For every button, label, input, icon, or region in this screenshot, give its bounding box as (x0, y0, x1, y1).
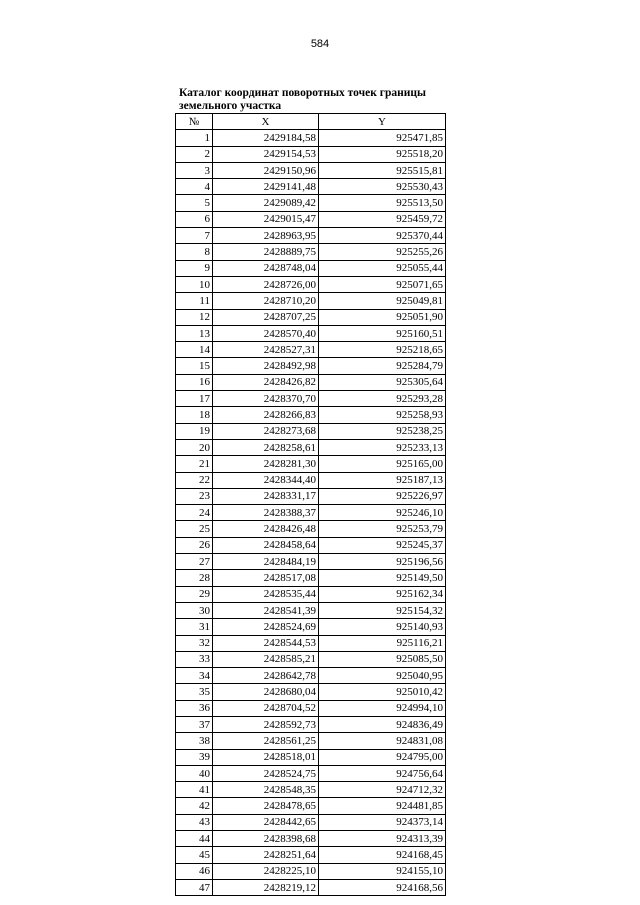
point-number-cell: 11 (176, 293, 213, 309)
y-coordinate-cell: 925055,44 (319, 260, 446, 276)
y-coordinate-cell: 925245,37 (319, 537, 446, 553)
table-row (176, 260, 446, 276)
point-number-cell: 7 (176, 228, 213, 244)
table-row (176, 782, 446, 798)
table-row (176, 684, 446, 700)
point-number-cell: 24 (176, 505, 213, 521)
x-coordinate-cell: 2428484,19 (213, 554, 319, 570)
x-coordinate-cell: 2429150,96 (213, 162, 319, 178)
x-coordinate-cell: 2428458,64 (213, 537, 319, 553)
x-coordinate-cell: 2428541,39 (213, 602, 319, 618)
table-row (176, 293, 446, 309)
point-number-cell: 5 (176, 195, 213, 211)
y-coordinate-cell: 925238,25 (319, 423, 446, 439)
y-coordinate-cell: 925284,79 (319, 358, 446, 374)
table-row (176, 505, 446, 521)
table-row (176, 521, 446, 537)
table-row (176, 749, 446, 765)
x-coordinate-cell: 2428442,65 (213, 814, 319, 830)
point-number-cell: 46 (176, 863, 213, 879)
point-number-cell: 29 (176, 586, 213, 602)
x-coordinate-cell: 2429184,58 (213, 130, 319, 146)
table-header-row (176, 114, 446, 130)
point-number-cell: 35 (176, 684, 213, 700)
y-coordinate-cell: 925154,32 (319, 602, 446, 618)
point-number-cell: 34 (176, 668, 213, 684)
y-coordinate-cell: 925160,51 (319, 325, 446, 341)
point-number-cell: 47 (176, 879, 213, 895)
y-coordinate-cell: 924831,08 (319, 733, 446, 749)
x-coordinate-cell: 2428680,04 (213, 684, 319, 700)
x-coordinate-cell: 2428570,40 (213, 325, 319, 341)
table-row (176, 488, 446, 504)
y-coordinate-cell: 925196,56 (319, 554, 446, 570)
y-coordinate-cell: 925226,97 (319, 488, 446, 504)
x-coordinate-cell: 2428544,53 (213, 635, 319, 651)
x-coordinate-cell: 2428524,69 (213, 619, 319, 635)
y-coordinate-cell: 924481,85 (319, 798, 446, 814)
table-row (176, 733, 446, 749)
x-coordinate-cell: 2428710,20 (213, 293, 319, 309)
point-number-cell: 43 (176, 814, 213, 830)
x-coordinate-cell: 2428266,83 (213, 407, 319, 423)
y-coordinate-cell: 925518,20 (319, 146, 446, 162)
point-number-cell: 17 (176, 391, 213, 407)
table-row (176, 325, 446, 341)
x-coordinate-cell: 2428331,17 (213, 488, 319, 504)
x-coordinate-cell: 2428524,75 (213, 765, 319, 781)
point-number-cell: 28 (176, 570, 213, 586)
point-number-cell: 44 (176, 831, 213, 847)
x-coordinate-cell: 2428426,48 (213, 521, 319, 537)
table-row (176, 847, 446, 863)
y-coordinate-cell: 925530,43 (319, 179, 446, 195)
x-coordinate-cell: 2428518,01 (213, 749, 319, 765)
table-row (176, 879, 446, 895)
x-coordinate-cell: 2428258,61 (213, 439, 319, 455)
y-coordinate-cell: 924313,39 (319, 831, 446, 847)
point-number-cell: 21 (176, 456, 213, 472)
x-coordinate-cell: 2428535,44 (213, 586, 319, 602)
x-coordinate-cell: 2428478,65 (213, 798, 319, 814)
x-coordinate-cell: 2428517,08 (213, 570, 319, 586)
x-coordinate-cell: 2429154,53 (213, 146, 319, 162)
table-row (176, 244, 446, 260)
table-row (176, 146, 446, 162)
point-number-cell: 26 (176, 537, 213, 553)
y-coordinate-cell: 925085,50 (319, 651, 446, 667)
point-number-cell: 2 (176, 146, 213, 162)
point-number-cell: 25 (176, 521, 213, 537)
point-number-cell: 1 (176, 130, 213, 146)
y-coordinate-cell: 925116,21 (319, 635, 446, 651)
x-coordinate-cell: 2428889,75 (213, 244, 319, 260)
x-coordinate-cell: 2428426,82 (213, 374, 319, 390)
table-row (176, 831, 446, 847)
x-coordinate-cell: 2428388,37 (213, 505, 319, 521)
point-number-cell: 20 (176, 439, 213, 455)
table-row (176, 716, 446, 732)
table-row (176, 554, 446, 570)
point-number-cell: 33 (176, 651, 213, 667)
point-number-cell: 22 (176, 472, 213, 488)
y-coordinate-cell: 925513,50 (319, 195, 446, 211)
x-coordinate-cell: 2428963,95 (213, 228, 319, 244)
point-number-cell: 14 (176, 342, 213, 358)
x-coordinate-cell: 2428344,40 (213, 472, 319, 488)
y-coordinate-cell: 925253,79 (319, 521, 446, 537)
column-header-number: № (176, 114, 213, 130)
y-coordinate-cell: 925040,95 (319, 668, 446, 684)
y-coordinate-cell: 925293,28 (319, 391, 446, 407)
y-coordinate-cell: 925140,93 (319, 619, 446, 635)
point-number-cell: 40 (176, 765, 213, 781)
y-coordinate-cell: 924168,56 (319, 879, 446, 895)
x-coordinate-cell: 2428527,31 (213, 342, 319, 358)
table-row (176, 586, 446, 602)
point-number-cell: 27 (176, 554, 213, 570)
point-number-cell: 39 (176, 749, 213, 765)
table-row (176, 309, 446, 325)
y-coordinate-cell: 925258,93 (319, 407, 446, 423)
x-coordinate-cell: 2428585,21 (213, 651, 319, 667)
y-coordinate-cell: 924373,14 (319, 814, 446, 830)
x-coordinate-cell: 2428707,25 (213, 309, 319, 325)
point-number-cell: 37 (176, 716, 213, 732)
table-row (176, 407, 446, 423)
x-coordinate-cell: 2429015,47 (213, 211, 319, 227)
point-number-cell: 19 (176, 423, 213, 439)
y-coordinate-cell: 925515,81 (319, 162, 446, 178)
table-row (176, 814, 446, 830)
point-number-cell: 3 (176, 162, 213, 178)
column-header-y: Y (319, 114, 446, 130)
y-coordinate-cell: 925233,13 (319, 439, 446, 455)
y-coordinate-cell: 925305,64 (319, 374, 446, 390)
table-row (176, 602, 446, 618)
y-coordinate-cell: 925049,81 (319, 293, 446, 309)
table-row (176, 228, 446, 244)
x-coordinate-cell: 2428398,68 (213, 831, 319, 847)
y-coordinate-cell: 925051,90 (319, 309, 446, 325)
table-row (176, 374, 446, 390)
table-row (176, 456, 446, 472)
x-coordinate-cell: 2428592,73 (213, 716, 319, 732)
table-body (176, 130, 446, 896)
point-number-cell: 15 (176, 358, 213, 374)
y-coordinate-cell: 925010,42 (319, 684, 446, 700)
table-row (176, 651, 446, 667)
y-coordinate-cell: 924155,10 (319, 863, 446, 879)
x-coordinate-cell: 2428225,10 (213, 863, 319, 879)
table-row (176, 162, 446, 178)
table-row (176, 635, 446, 651)
x-coordinate-cell: 2428492,98 (213, 358, 319, 374)
point-number-cell: 42 (176, 798, 213, 814)
point-number-cell: 18 (176, 407, 213, 423)
x-coordinate-cell: 2429089,42 (213, 195, 319, 211)
point-number-cell: 13 (176, 325, 213, 341)
x-coordinate-cell: 2428251,64 (213, 847, 319, 863)
table-row (176, 798, 446, 814)
point-number-cell: 41 (176, 782, 213, 798)
y-coordinate-cell: 925071,65 (319, 276, 446, 292)
coordinates-table (175, 113, 446, 896)
y-coordinate-cell: 925218,65 (319, 342, 446, 358)
y-coordinate-cell: 924795,00 (319, 749, 446, 765)
document-title: Каталог координат поворотных точек границы земельного участка (179, 87, 426, 112)
x-coordinate-cell: 2428273,68 (213, 423, 319, 439)
point-number-cell: 12 (176, 309, 213, 325)
table-row (176, 537, 446, 553)
y-coordinate-cell: 925246,10 (319, 505, 446, 521)
table-row (176, 342, 446, 358)
table-row (176, 472, 446, 488)
y-coordinate-cell: 925370,44 (319, 228, 446, 244)
x-coordinate-cell: 2428219,12 (213, 879, 319, 895)
table-row (176, 700, 446, 716)
y-coordinate-cell: 925187,13 (319, 472, 446, 488)
table-row (176, 195, 446, 211)
x-coordinate-cell: 2428561,25 (213, 733, 319, 749)
point-number-cell: 6 (176, 211, 213, 227)
y-coordinate-cell: 924836,49 (319, 716, 446, 732)
point-number-cell: 31 (176, 619, 213, 635)
table-row (176, 276, 446, 292)
page-number: 584 (310, 38, 330, 50)
column-header-x: X (213, 114, 319, 130)
y-coordinate-cell: 925255,26 (319, 244, 446, 260)
table-row (176, 179, 446, 195)
y-coordinate-cell: 925459,72 (319, 211, 446, 227)
y-coordinate-cell: 925471,85 (319, 130, 446, 146)
table-row (176, 668, 446, 684)
y-coordinate-cell: 924712,32 (319, 782, 446, 798)
table-row (176, 619, 446, 635)
y-coordinate-cell: 924168,45 (319, 847, 446, 863)
y-coordinate-cell: 925149,50 (319, 570, 446, 586)
point-number-cell: 30 (176, 602, 213, 618)
point-number-cell: 45 (176, 847, 213, 863)
x-coordinate-cell: 2428726,00 (213, 276, 319, 292)
x-coordinate-cell: 2428704,52 (213, 700, 319, 716)
x-coordinate-cell: 2428548,35 (213, 782, 319, 798)
table-row (176, 765, 446, 781)
table-row (176, 211, 446, 227)
table-row (176, 423, 446, 439)
table-row (176, 130, 446, 146)
table-row (176, 863, 446, 879)
point-number-cell: 23 (176, 488, 213, 504)
x-coordinate-cell: 2429141,48 (213, 179, 319, 195)
table-row (176, 439, 446, 455)
x-coordinate-cell: 2428748,04 (213, 260, 319, 276)
point-number-cell: 36 (176, 700, 213, 716)
table-row (176, 570, 446, 586)
point-number-cell: 4 (176, 179, 213, 195)
y-coordinate-cell: 924756,64 (319, 765, 446, 781)
point-number-cell: 32 (176, 635, 213, 651)
y-coordinate-cell: 925162,34 (319, 586, 446, 602)
x-coordinate-cell: 2428281,30 (213, 456, 319, 472)
point-number-cell: 10 (176, 276, 213, 292)
y-coordinate-cell: 925165,00 (319, 456, 446, 472)
point-number-cell: 16 (176, 374, 213, 390)
x-coordinate-cell: 2428370,70 (213, 391, 319, 407)
point-number-cell: 9 (176, 260, 213, 276)
table-row (176, 358, 446, 374)
point-number-cell: 8 (176, 244, 213, 260)
x-coordinate-cell: 2428642,78 (213, 668, 319, 684)
y-coordinate-cell: 924994,10 (319, 700, 446, 716)
point-number-cell: 38 (176, 733, 213, 749)
table-row (176, 391, 446, 407)
